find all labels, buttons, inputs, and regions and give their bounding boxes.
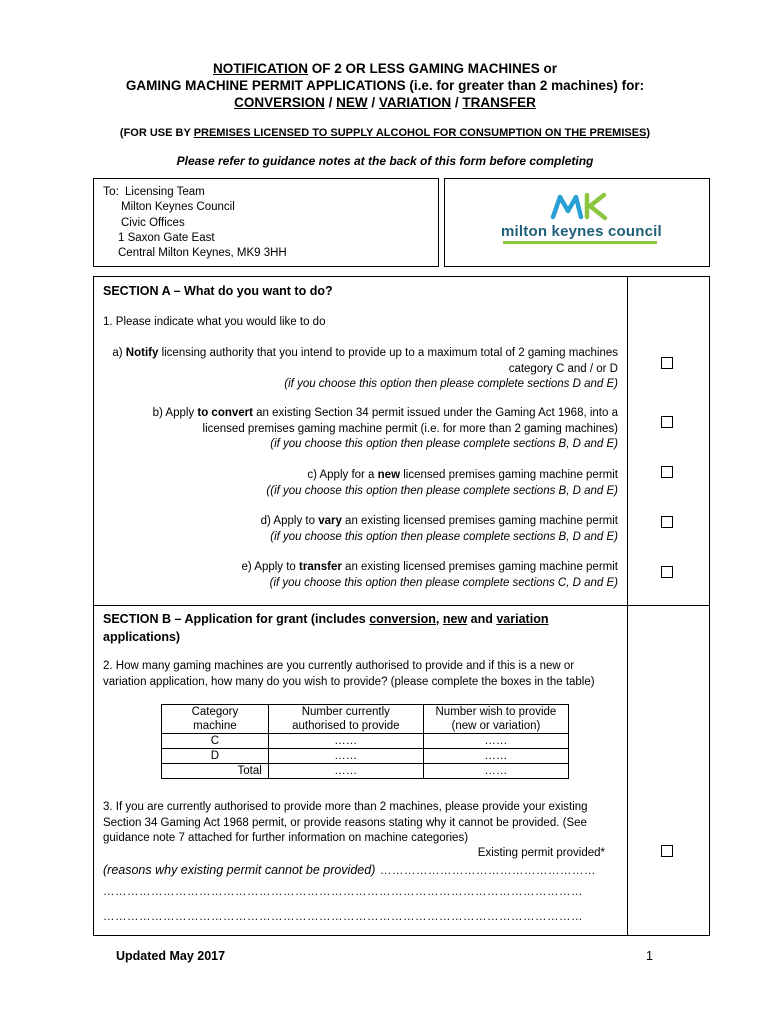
question-3-line-1: 3. If you are currently authorised to provide more than 2 machines, please provide your existing [103,801,588,813]
option-e-keyword: transfer [299,561,342,573]
question-2-line-1: 2. How many gaming machines are you currently authorised to provide and if this is a new or [103,660,575,672]
option-b-line-1 [100,406,618,422]
header-wish-line-2: (new or variation) [451,720,541,732]
section-b-heading-prefix: SECTION B – Application for grant (includes [103,612,370,626]
option-d-line-1 [100,514,618,530]
reasons-input-line-3[interactable]: ………………………………………………………………………………………………………… [103,911,583,923]
option-c-checkbox[interactable] [661,466,673,478]
title-variation: VARIATION [378,95,452,110]
address-box [93,178,439,267]
machine-category-table [161,704,569,779]
section-b-heading-variation: variation [496,612,549,626]
current-c-input[interactable]: …… [268,734,423,749]
option-e-checkbox[interactable] [661,566,673,578]
address-line-5: Central Milton Keynes, MK9 3HH [118,247,287,259]
logo-bar [503,241,657,244]
title-sep: / [367,95,379,110]
row-category: D [162,749,269,764]
option-d-rest: an existing licensed premises gaming machine permit [341,515,618,527]
question-2 [103,659,595,690]
option-d [100,514,618,545]
section-b-heading-line-2: applications) [103,630,181,644]
option-b-keyword: to convert [197,407,253,419]
reasons-label: (reasons why existing permit cannot be provided) [103,863,376,877]
logo-name: milton keynes council [501,223,662,240]
wish-d-input[interactable]: …… [423,749,568,764]
header-current-line-1: Number currently [301,706,390,718]
section-b-heading-and: and [467,612,497,626]
option-a-note: (if you choose this option then please complete sections D and E) [284,378,618,390]
option-c-line-1 [100,468,618,484]
header-wish-line-1: Number wish to provide [435,706,557,718]
for-use-prefix: (FOR USE BY [119,127,194,139]
address-line-4: 1 Saxon Gate East [118,232,215,244]
title-transfer: TRANSFER [462,95,536,110]
reasons-row [103,861,618,879]
option-e [100,560,618,591]
option-a-rest: licensing authority that you intend to provide up to a maximum total of 2 gaming machines [158,347,618,359]
question-3-line-3: guidance note 7 attached for further information on machine categories) [103,832,469,844]
option-a-prefix: a) [112,347,126,359]
reasons-input-line-2[interactable]: ………………………………………………………………………………………………………… [103,886,583,898]
option-a-line-1 [100,346,618,362]
page-number: 1 [646,949,653,963]
title-new: NEW [336,95,368,110]
mk-logo-icon [550,191,608,221]
header-category [162,705,269,734]
for-use-note [0,127,770,139]
option-e-rest: an existing licensed premises gaming machine permit [341,561,618,573]
table-row [162,764,569,779]
option-a-checkbox[interactable] [661,357,673,369]
option-b-line-2: licensed premises gaming machine permit (i.e. for more than 2 gaming machines) [202,422,618,435]
header-current [268,705,423,734]
title-notification: NOTIFICATION [212,61,308,76]
table-header-row [162,705,569,734]
existing-permit-checkbox[interactable] [661,845,673,857]
to-label: To: [103,184,120,198]
header-wish [423,705,568,734]
option-b-prefix: b) Apply [152,407,198,419]
option-b-rest: an existing Section 34 permit issued under the Gaming Act 1968, into a [252,407,618,419]
option-e-line-1 [100,560,618,576]
title-line-2: GAMING MACHINE PERMIT APPLICATIONS (i.e. for greater than 2 machines) for: [125,78,645,93]
option-d-note: (if you choose this option then please complete sections B, D and E) [270,530,618,543]
section-b-heading-conversion: conversion [369,612,436,626]
section-a-heading: SECTION A – What do you want to do? [103,284,333,298]
question-3-line-2: Section 34 Gaming Act 1968 permit, or provide reasons stating why it cannot be provided. (See [103,816,587,829]
option-a [100,346,618,393]
option-d-keyword: vary [318,515,342,527]
option-c-keyword: new [377,469,401,481]
table-row [162,749,569,764]
section-b-heading-new: new [442,612,468,626]
option-b-note: (if you choose this option then please complete sections B, D and E) [270,438,618,450]
current-total-input[interactable]: …… [268,764,423,779]
option-c-note: ((if you choose this option then please complete sections B, D and E) [266,484,618,497]
option-b-checkbox[interactable] [661,416,673,428]
address-line-2: Milton Keynes Council [121,201,235,213]
option-d-prefix: d) Apply to [260,515,319,527]
option-a-keyword: Notify [125,347,159,359]
option-a-line-2: category C and / or D [508,362,618,375]
section-b-heading-sep: , [435,612,443,626]
title-line-3 [0,95,770,110]
title-sep: / [324,95,337,110]
row-total-label: Total [162,764,269,779]
option-c-prefix: c) Apply for a [307,469,378,481]
option-d-checkbox[interactable] [661,516,673,528]
title-line-1-rest: OF 2 OR LESS GAMING MACHINES or [307,61,558,76]
option-c [100,468,618,499]
updated-date: Updated May 2017 [116,949,226,963]
wish-total-input[interactable]: …… [423,764,568,779]
wish-c-input[interactable]: …… [423,734,568,749]
logo-box [444,178,710,267]
section-a-intro: 1. Please indicate what you would like to do [103,316,326,328]
section-b-heading [103,610,623,646]
question-3 [103,800,588,847]
address-line-1: Licensing Team [125,186,205,198]
header-current-line-2: authorised to provide [292,720,400,732]
table-row [162,734,569,749]
option-c-rest: licensed premises gaming machine permit [400,469,618,481]
row-category: C [162,734,269,749]
option-e-note: (if you choose this option then please complete sections C, D and E) [269,576,618,589]
title-conversion: CONVERSION [234,95,325,110]
title-line-1 [0,61,770,76]
current-d-input[interactable]: …… [268,749,423,764]
address-line-3: Civic Offices [121,217,185,229]
header-category-line-1: Category [191,706,239,718]
guidance-note: Please refer to guidance notes at the back of this form before completing [176,154,594,168]
reasons-input[interactable]: ……………………………………………… [379,865,596,877]
option-e-prefix: e) Apply to [241,561,300,573]
for-use-underlined: PREMISES LICENSED TO SUPPLY ALCOHOL FOR CONSUMPTION ON THE PREMISES [193,127,647,139]
option-b [100,406,618,453]
question-2-line-2: variation application, how many do you wish to provide? (please complete the boxes in the table) [103,675,595,688]
existing-permit-label: Existing permit provided* [477,847,605,859]
for-use-suffix: ) [646,127,651,139]
header-category-line-2: machine [193,720,237,732]
title-sep: / [451,95,463,110]
